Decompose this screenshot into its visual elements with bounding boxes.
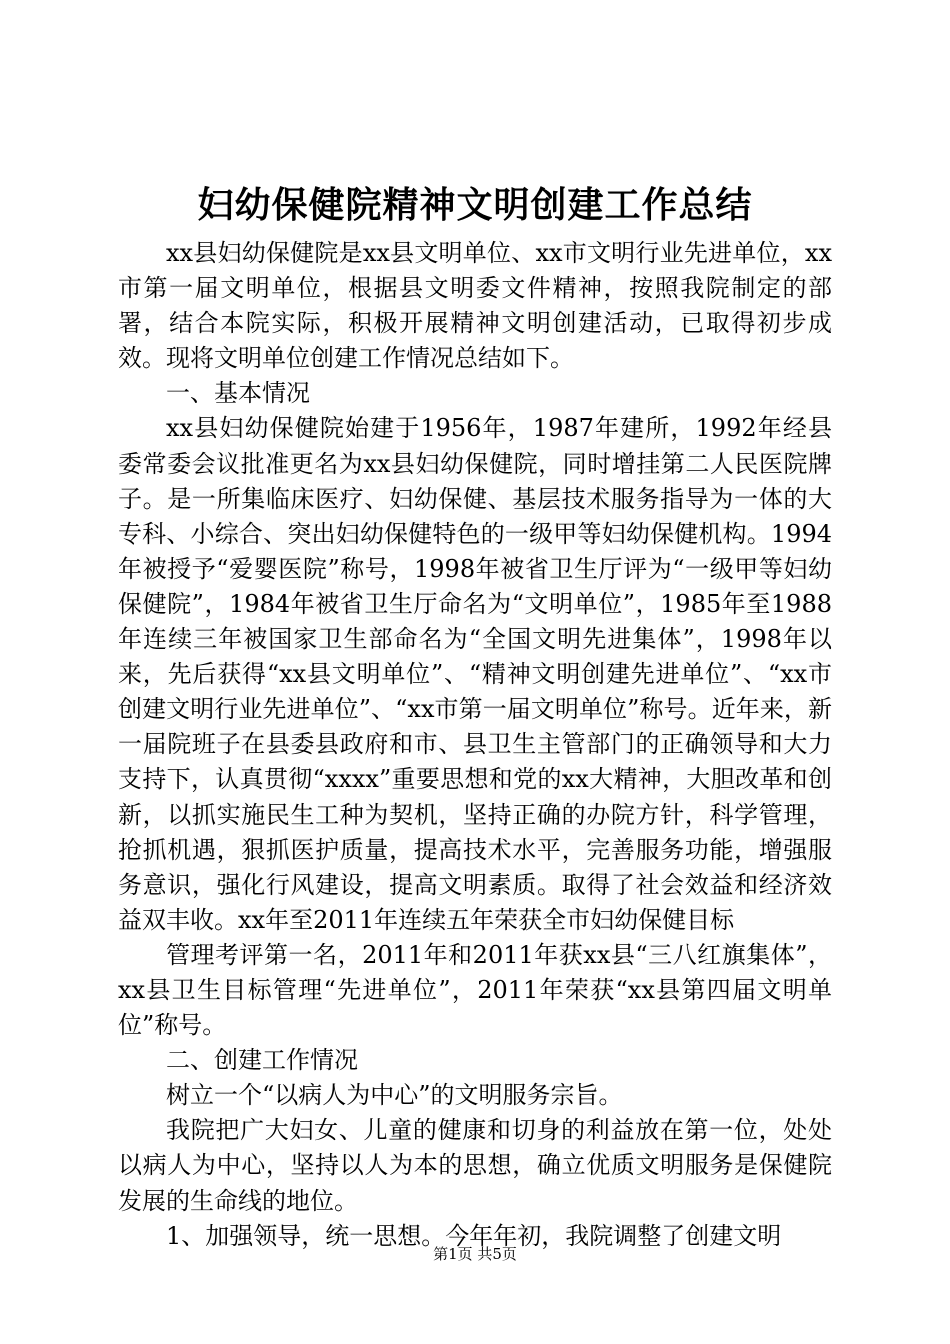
section-heading-work: 二、创建工作情况 [166,1046,358,1075]
section-heading-basic: 一、基本情况 [166,379,310,408]
paragraph-tenet: 树立一个“以病人为中心”的文明服务宗旨。 [166,1081,623,1110]
paragraph-patient-center: 我院把广大妇女、儿童的健康和切身的利益放在第一位，处处以病人为中心，坚持以人为本的思想，确立优质文明服务是保健院发展的生命线的地位。 [118,1116,832,1215]
paragraph-basic-info: xx县妇幼保健院始建于1956年，1987年建所，1992年经县委常委会议批准更名为xx县妇幼保健院，同时增挂第二人民医院牌子。是一所集临床医疗、妇幼保健、基层技术服务指导为一体的大专科、小综合、突出妇幼保健特色的一级甲等妇幼保健机构。1994年被授予“爱婴医院”称号，1998年被省卫生厅评为“一级甲等妇幼保健院”，1984年被省卫生厅命名为“文明单位”，1985年至1988年连续三年被国家卫生部命名为“全国文明先进集体”，1998年以来，先后获得“xx县文明单位”、“精神文明创建先进单位”、“xx市创建文明行业先进单位”、“xx市第一届文明单位”称号。近年来，新一届院班子在县委县政府和市、县卫生主管部门的正确领导和大力支持下，认真贯彻“xxxx”重要思想和党的xx大精神，大胆改革和创新，以抓实施民生工种为契机，坚持正确的办院方针，科学管理，抢抓机遇，狠抓医护质量，提高技术水平，完善服务功能，增强服务意识，强化行风建设，提高文明素质。取得了社会效益和经济效益双丰收。xx年至2011年连续五年荣获全市妇幼保健目标 [118,414,832,934]
paragraph-intro: xx县妇幼保健院是xx县文明单位、xx市文明行业先进单位，xx市第一届文明单位，根据县文明委文件精神，按照我院制定的部署，结合本院实际，积极开展精神文明创建活动，已取得初步成效。现将文明单位创建工作情况总结如下。 [118,239,832,373]
document-body [118,236,832,1254]
page-footer: 第1页 共5页 [433,1245,517,1263]
paragraph-leadership: 1、加强领导，统一思想。今年年初，我院调整了创建文明 [166,1221,782,1250]
paragraph-awards: 管理考评第一名，2011年和2011年获xx县“三八红旗集体”，xx县卫生目标管理“先进单位”，2011年荣获“xx县第四届文明单位”称号。 [118,940,832,1040]
document-title: 妇幼保健院精神文明创建工作总结 [197,184,753,226]
